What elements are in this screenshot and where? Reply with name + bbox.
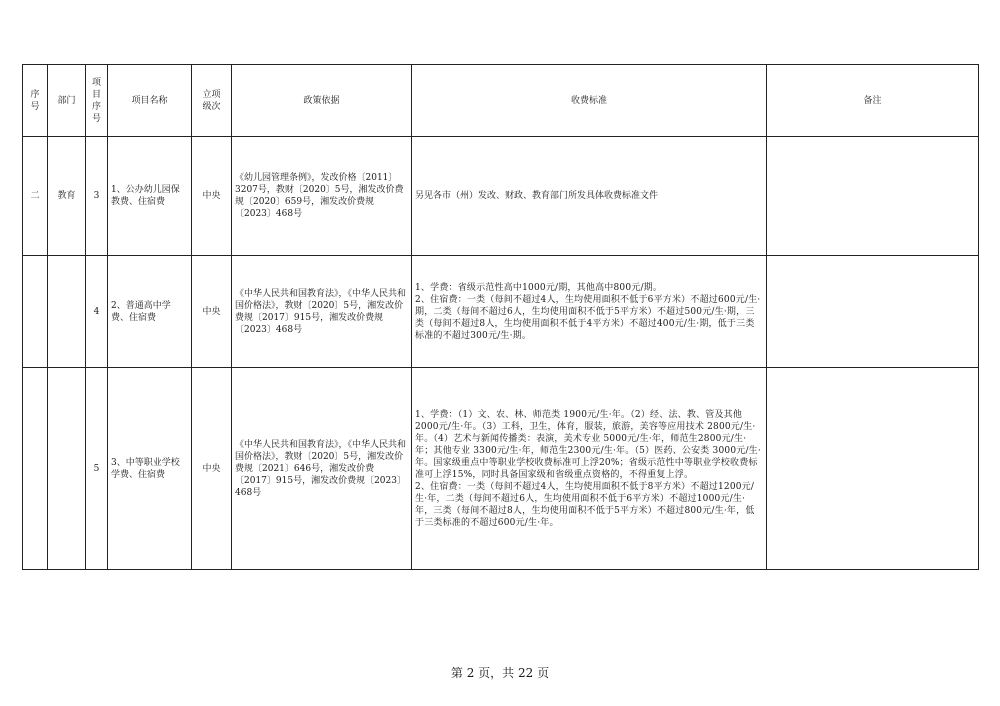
cell-remark	[767, 368, 979, 570]
cell-basis: 《中华人民共和国教育法》，《中华人民共和国价格法》，教财〔2020〕5号，湘发改价费规〔2021〕646号，湘发改价费〔2017〕915号，湘发改价费规〔2023〕468号	[232, 368, 412, 570]
table-row	[23, 368, 979, 570]
header-remark: 备注	[767, 65, 979, 137]
header-seq: 序号	[23, 65, 48, 137]
header-item-name: 项目名称	[108, 65, 192, 137]
cell-dept: 教育	[48, 137, 86, 256]
cell-level: 中央	[192, 137, 232, 256]
cell-standard: 1、学费：省级示范性高中1000元/期，其他高中800元/期。 2、住宿费：一类（每间不超过4人，生均使用面积不低于6平方米）不超过600元/生·期，二类（每间不超过6人，生均使用面积不低于5平方米）不超过500元/生·期，三类（每间不超过8人，生均使用面积不低于4平方米）不超过400元/生·期，低于三类标准的不超过300元/生·期。	[412, 256, 767, 368]
cell-item-name: 2、普通高中学费、住宿费	[108, 256, 192, 368]
cell-remark	[767, 137, 979, 256]
cell-dept	[48, 256, 86, 368]
cell-standard: 另见各市（州）发改、财政、教育部门所发具体收费标准文件	[412, 137, 767, 256]
cell-remark	[767, 256, 979, 368]
cell-basis: 《中华人民共和国教育法》，《中华人民共和国价格法》，教财〔2020〕5号，湘发改价费规〔2017〕915号，湘发改价费规〔2023〕468号	[232, 256, 412, 368]
header-basis: 政策依据	[232, 65, 412, 137]
table-header-row	[23, 65, 979, 137]
cell-item-name: 3、中等职业学校学费、住宿费	[108, 368, 192, 570]
header-standard: 收费标准	[412, 65, 767, 137]
table-row	[23, 137, 979, 256]
fee-table	[22, 64, 979, 570]
header-level: 立项级次	[192, 65, 232, 137]
header-item-seq: 项目序号	[86, 65, 108, 137]
cell-item-seq: 4	[86, 256, 108, 368]
cell-seq	[23, 256, 48, 368]
cell-level: 中央	[192, 256, 232, 368]
cell-level: 中央	[192, 368, 232, 570]
cell-seq	[23, 368, 48, 570]
cell-seq: 二	[23, 137, 48, 256]
table-row	[23, 256, 979, 368]
header-dept: 部门	[48, 65, 86, 137]
cell-basis: 《幼儿园管理条例》，发改价格〔2011〕3207号，教财〔2020〕5号，湘发改价费规〔2020〕659号，湘发改价费规〔2023〕468号	[232, 137, 412, 256]
cell-item-seq: 5	[86, 368, 108, 570]
cell-item-name: 1、公办幼儿园保教费、住宿费	[108, 137, 192, 256]
page-number: 第 2 页，共 22 页	[450, 666, 550, 680]
cell-dept	[48, 368, 86, 570]
cell-item-seq: 3	[86, 137, 108, 256]
cell-standard: 1、学费：（1）文、农、林、师范类 1900元/生·年。（2）经、法、教、管及其他 2000元/生·年。（3）工科，卫生，体育，服装，旅游，美容等应用技术 2800元/生·年。（4）艺术与新闻传播类：表演，美术专业 5000元/生·年，师范生2800元/生·年；其他专业 3300元/生·年，师范生2300元/生·年。（5）医药、公安类 3000元/生·年。国家级重点中等职业学校收费标准可上浮20%；省级示范性中等职业学校收费标准可上浮15%，同时具备国家级和省级重点资格的，不得重复上浮。 2、住宿费：一类（每间不超过4人，生均使用面积不低于8平方米）不超过1200元/生·年，二类（每间不超过6人，生均使用面积不低于6平方米）不超过1000元/生·年，三类（每间不超过8人，生均使用面积不低于5平方米）不超过800元/生·年，低于三类标准的不超过600元/生·年。	[412, 368, 767, 570]
